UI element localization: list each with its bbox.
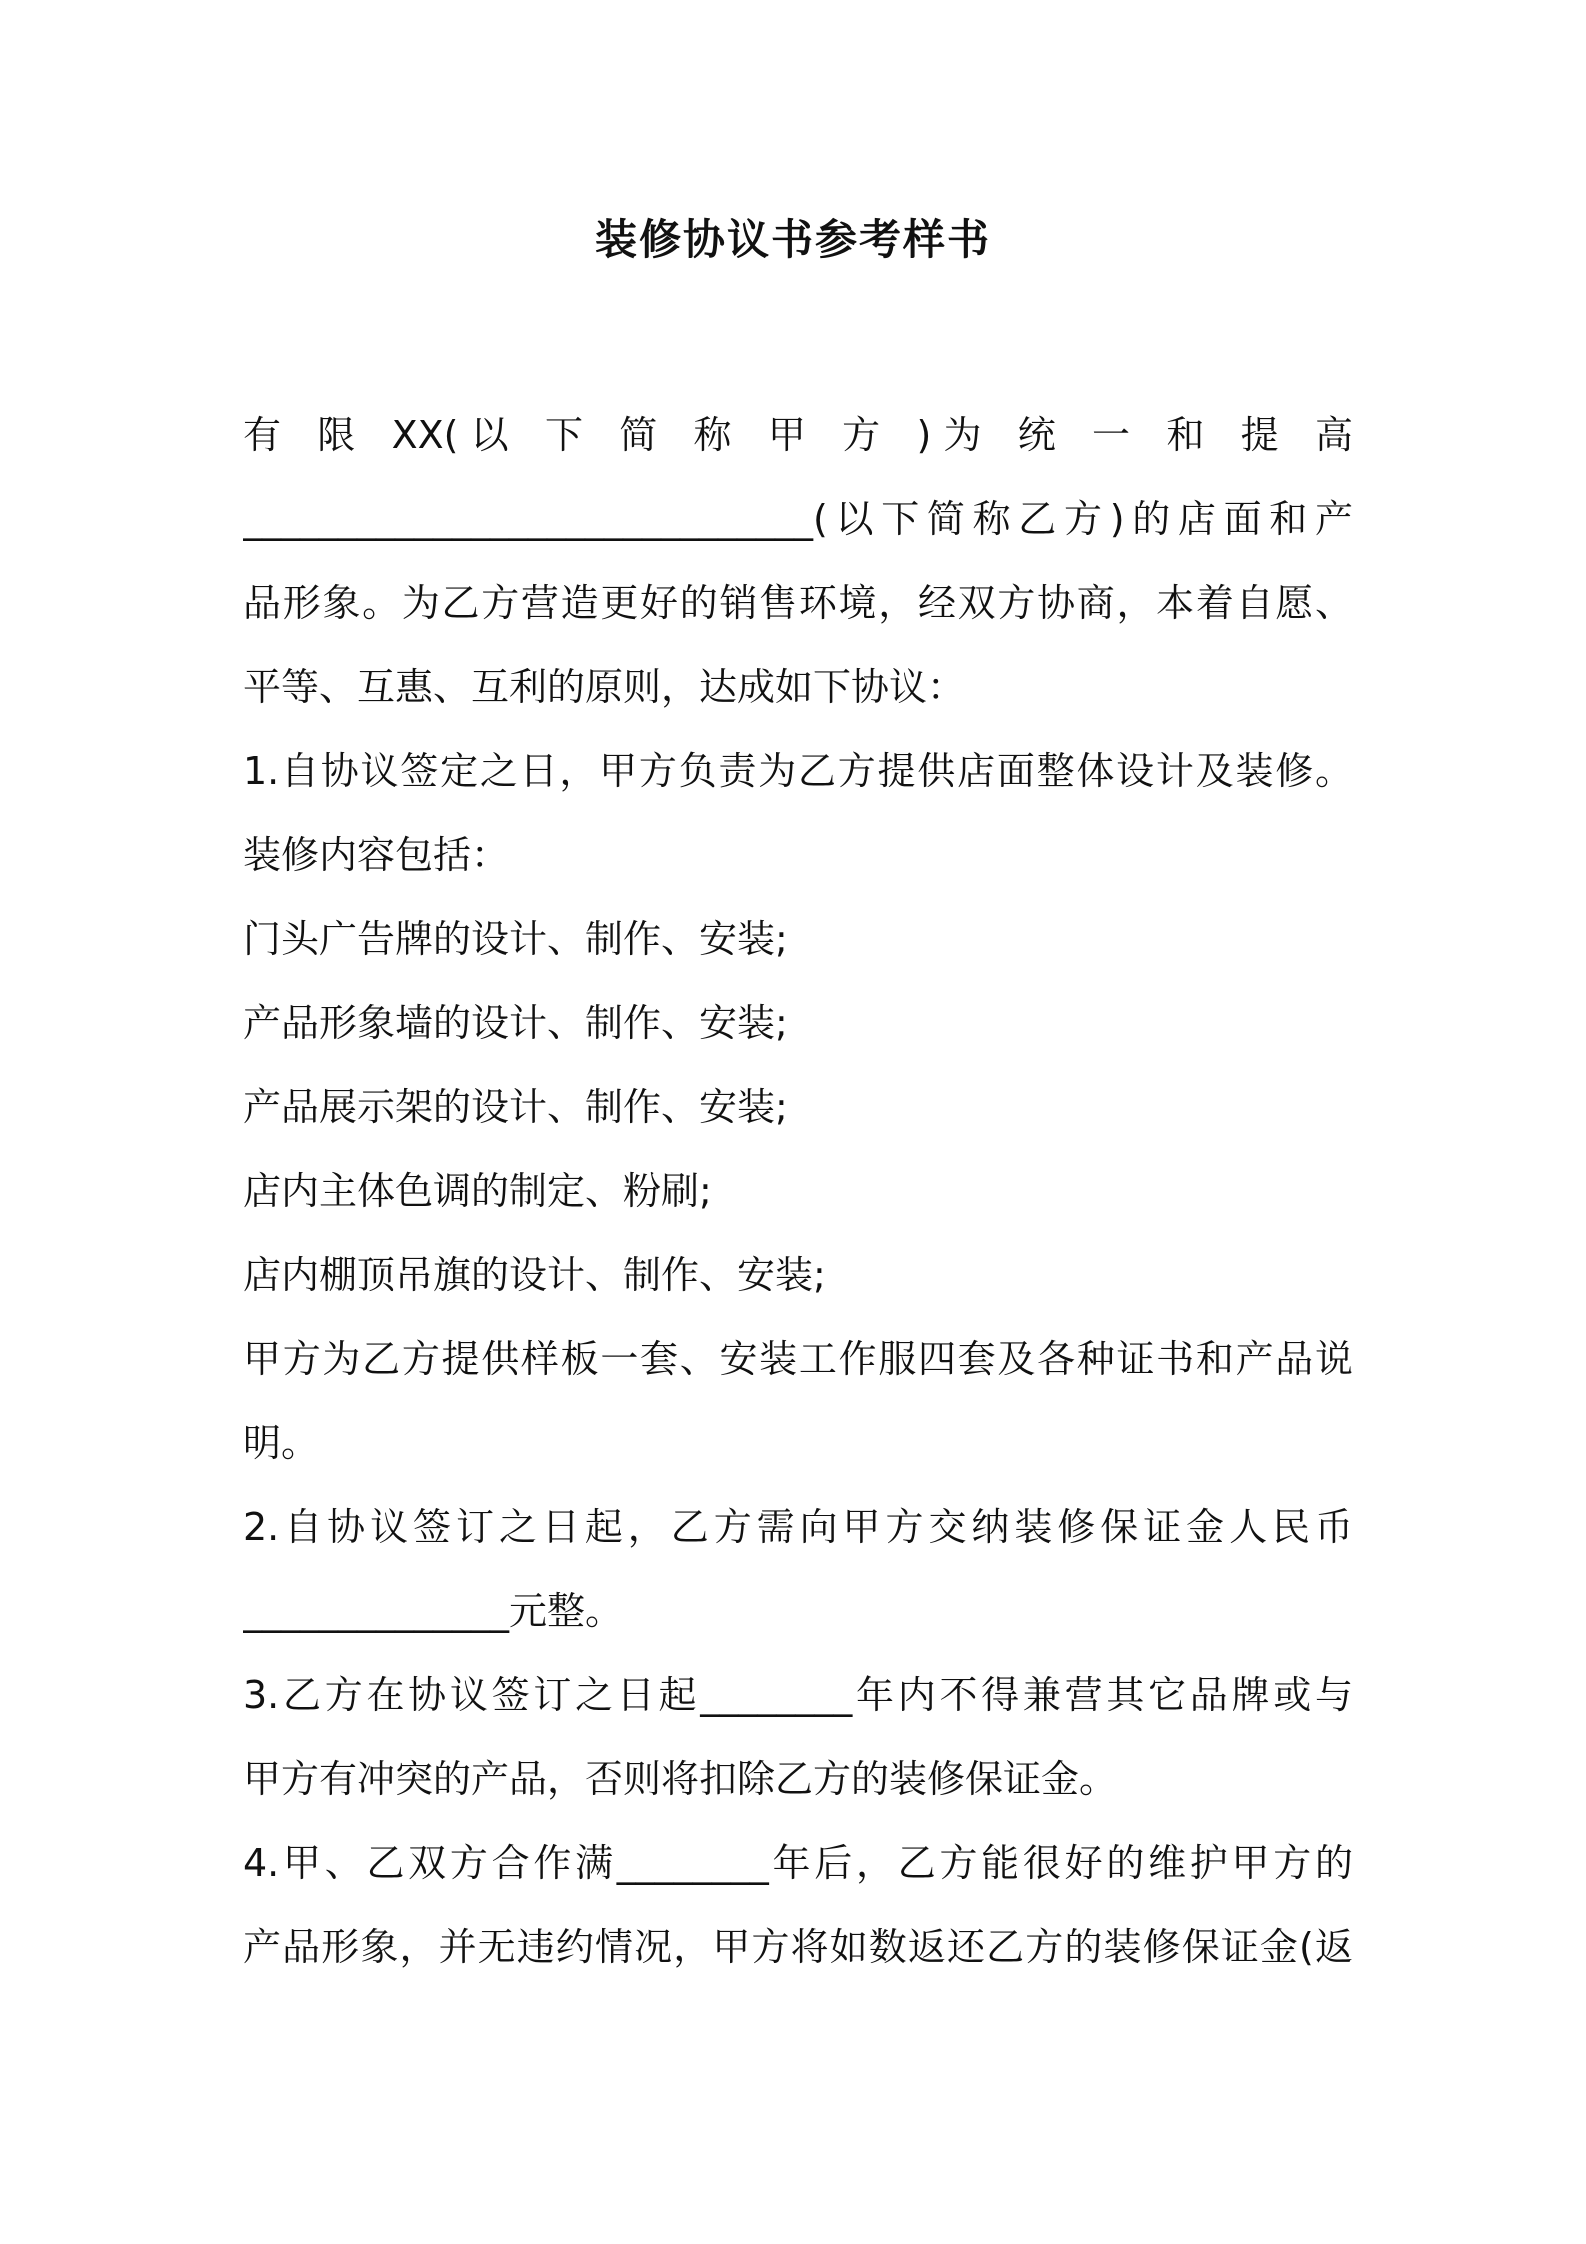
paragraph-line: 店内主体色调的制定、粉刷; (243, 1169, 712, 1213)
paragraph-line: 装修内容包括： (243, 833, 510, 877)
paragraph-line: 产品形象，并无违约情况，甲方将如数返还乙方的装修保证金(返 (243, 1925, 1353, 1969)
paragraph-line: 4.甲、乙双方合作满________年后，乙方能很好的维护甲方的 (243, 1841, 1353, 1885)
paragraph-line: 产品形象墙的设计、制作、安装; (243, 1001, 788, 1045)
paragraph-line: 3.乙方在协议签订之日起________年内不得兼营其它品牌或与 (243, 1673, 1353, 1717)
paragraph-line: 店内棚顶吊旗的设计、制作、安装; (243, 1253, 826, 1297)
paragraph-line: ______________元整。 (243, 1589, 624, 1633)
paragraph-line: 品形象。为乙方营造更好的销售环境，经双方协商，本着自愿、 (243, 581, 1353, 625)
paragraph-line: 产品展示架的设计、制作、安装; (243, 1085, 788, 1129)
paragraph-line: 甲方为乙方提供样板一套、安装工作服四套及各种证书和产品说 (243, 1337, 1353, 1381)
paragraph-line: 门头广告牌的设计、制作、安装; (243, 917, 788, 961)
paragraph-line: 甲方有冲突的产品，否则将扣除乙方的装修保证金。 (243, 1757, 1118, 1801)
paragraph-line: ______________________________(以下简称乙方)的店面和产 (243, 497, 1353, 541)
paragraph-line: 明。 (243, 1421, 320, 1465)
document-title: 装修协议书参考样书 (594, 215, 991, 264)
paragraph-line: 2.自协议签订之日起，乙方需向甲方交纳装修保证金人民币 (243, 1505, 1353, 1549)
paragraph-line: 1.自协议签定之日，甲方负责为乙方提供店面整体设计及装修。 (243, 749, 1353, 793)
paragraph-line: 平等、互惠、互利的原则，达成如下协议： (243, 665, 966, 709)
paragraph-line: 有 限 XX(以 下 简 称 甲 方 )为 统 一 和 提 高 (243, 413, 1353, 457)
